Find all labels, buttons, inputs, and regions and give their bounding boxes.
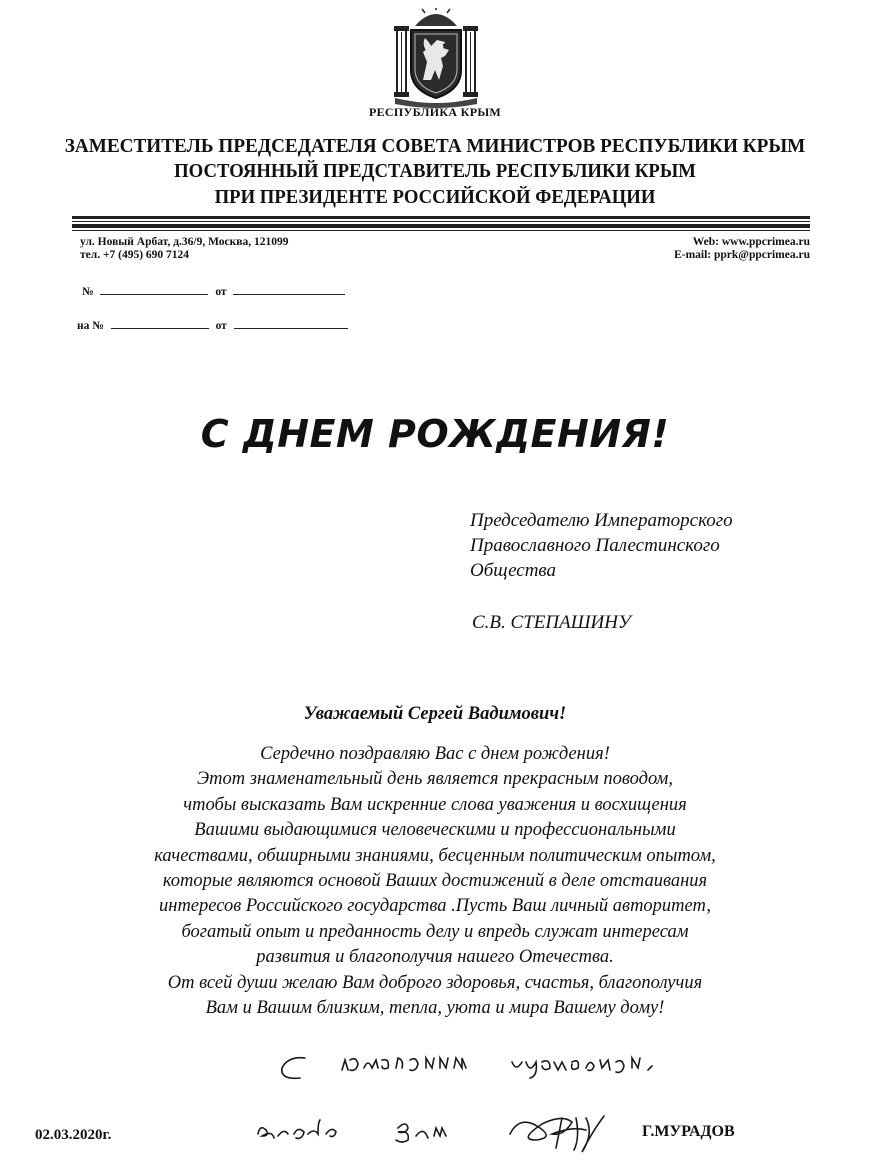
letterhead-divider <box>72 224 810 228</box>
letterhead-title-line-2: ПОСТОЯННЫЙ ПРЕДСТАВИТЕЛЬ РЕСПУБЛИКИ КРЫМ <box>174 161 696 182</box>
body-line: От всей души желаю Вам доброго здоровья, счастья, благополучия <box>167 972 703 993</box>
handwritten-closing-signature <box>250 1038 850 1158</box>
letterhead-divider <box>72 216 810 219</box>
contact-web-block <box>674 236 810 262</box>
reg-number-blank <box>100 284 208 295</box>
letterhead-title-line-1: ЗАМЕСТИТЕЛЬ ПРЕДСЕДАТЕЛЯ СОВЕТА МИНИСТРОВ РЕСПУБЛИКИ КРЫМ <box>64 135 806 157</box>
reply-to-field <box>77 318 348 332</box>
addressee-line: Общества <box>470 560 557 581</box>
body-line: развития и благополучия нашего Отечества. <box>256 947 614 968</box>
body-line: Сердечно поздравляю Вас с днем рождения! <box>260 744 610 764</box>
signer-name: Г.МУРАДОВ <box>642 1123 735 1140</box>
republic-name: РЕСПУБЛИКА КРЫМ <box>368 105 502 119</box>
letter-date: 02.03.2020г. <box>35 1127 112 1143</box>
letterhead-divider <box>72 230 810 231</box>
salutation: Уважаемый Сергей Вадимович! <box>303 704 567 724</box>
crimea-coat-of-arms-icon <box>393 8 479 108</box>
addressee-line: Председателю Императорского <box>470 510 733 531</box>
greeting-heading: С ДНЕМ РОЖДЕНИЯ! <box>200 412 670 456</box>
body-line: качествами, обширными знаниями, бесценным политическим опытом, <box>154 845 716 866</box>
reg-from-label: от <box>215 286 227 298</box>
body-line: Этот знаменательный день является прекрасным поводом, <box>197 769 673 790</box>
letterhead-title-line-3: ПРИ ПРЕЗИДЕНТЕ РОССИЙСКОЙ ФЕДЕРАЦИИ <box>214 187 656 208</box>
body-line: богатый опыт и преданность делу и впредь служат интересам <box>181 921 689 942</box>
body-line: Вам и Вашим близким, тепла, уюта и мира Вашему дому! <box>205 998 665 1019</box>
body-line: интересов Российского государства .Пусть Ваш личный авторитет, <box>159 896 711 917</box>
body-line: Вашими выдающимися человеческими и профессиональными <box>194 820 676 841</box>
letterhead-divider <box>72 221 810 222</box>
body-line: которые являются основой Ваших достижений в деле отстаивания <box>162 871 708 892</box>
reply-to-label: на № <box>77 320 104 332</box>
addressee-block <box>470 508 733 583</box>
postal-address: ул. Новый Арбат, д.36/9, Москва, 121099 <box>80 236 289 248</box>
body-line: чтобы высказать Вам искренние слова уважения и восхищения <box>183 794 687 815</box>
reg-number-label: № <box>82 286 94 298</box>
reply-date-blank <box>234 318 348 329</box>
reply-from-label: от <box>215 320 227 332</box>
email-address: E-mail: pprk@ppcrimea.ru <box>674 249 810 261</box>
addressee-line: Православного Палестинского <box>470 535 720 556</box>
letter-body <box>0 742 870 1021</box>
phone-number: тел. +7 (495) 690 7124 <box>80 249 190 261</box>
reg-date-blank <box>233 284 345 295</box>
reply-number-blank <box>111 318 209 329</box>
addressee-name: С.В. СТЕПАШИНУ <box>472 612 631 633</box>
registration-number-field <box>82 284 345 298</box>
website: Web: www.ppcrimea.ru <box>692 236 810 248</box>
contact-address-block <box>80 236 288 262</box>
